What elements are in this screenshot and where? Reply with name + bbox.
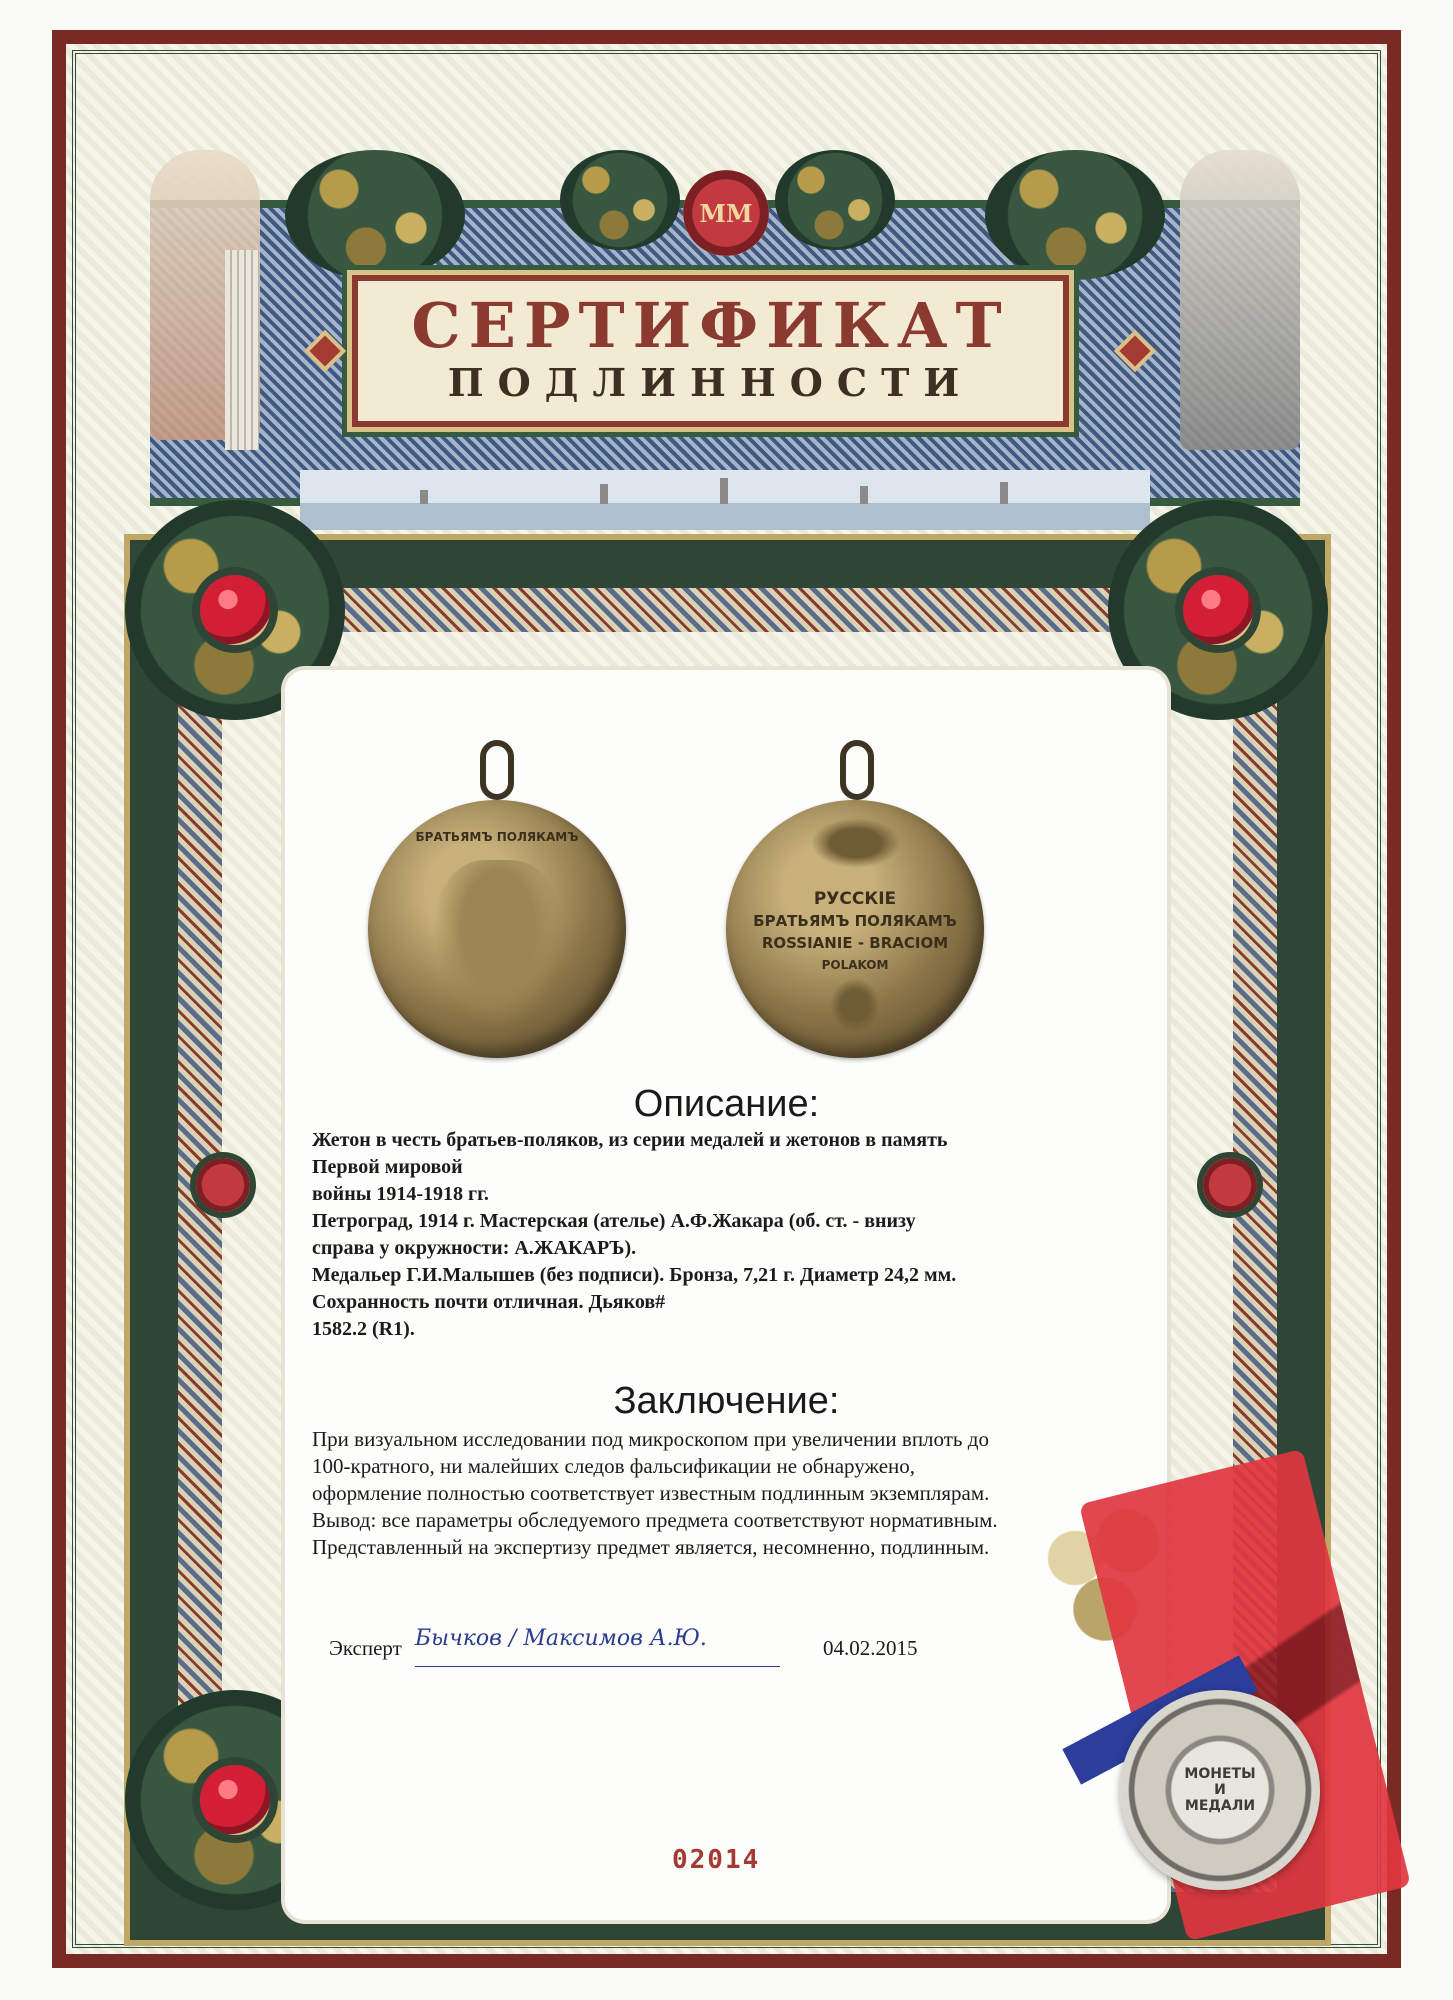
medal-obverse-rim-text: БРАТЬЯМЪ ПОЛЯКАМЪ [415,830,579,844]
double-headed-eagle-icon [811,818,901,868]
certificate-title: СЕРТИФИКАТ [411,289,1010,362]
allegorical-worker-figure-icon [1180,150,1300,450]
conclusion-line: Вывод: все параметры обследуемого предмета соответствуют нормативным. [312,1508,998,1532]
description-heading: Описание: [633,1083,820,1125]
description-line: Петроград, 1914 г. Мастерская (ателье) А.Ф.Жакара (об. ст. - внизу [312,1210,916,1232]
city-skyline-panorama [300,470,1150,530]
medal-reverse-image [726,800,984,1058]
conclusion-line: 100-кратного, ни малейших следов фальсификации не обнаружено, [312,1454,916,1478]
ornament-leaves-top-left [285,150,465,280]
certificate-date: 04.02.2015 [823,1636,918,1660]
red-jewel-top-right-icon [1183,575,1253,645]
reverse-inscription-2: БРАТЬЯМЪ ПОЛЯКАМЪ [753,912,957,930]
seal-text [1120,1690,1320,1890]
polish-eagle-icon [830,978,880,1033]
seal-line: И [1214,1782,1226,1798]
ornament-leaves-top-center-left [560,150,680,250]
description-line: справа у окружности: А.ЖАКАРЪ). [312,1237,637,1259]
title-plate [352,275,1069,427]
emblem-monogram: ММ [699,198,753,228]
seal-line: МЕДАЛИ [1184,1798,1256,1814]
description-line: 1582.2 (R1). [312,1318,415,1340]
seal-line: МОНЕТЫ [1184,1766,1256,1782]
side-emblem-right-icon [1203,1158,1257,1212]
top-emblem-icon [683,170,769,256]
certificate-subtitle: ПОДЛИННОСТИ [447,360,974,405]
red-jewel-bottom-left-icon [200,1765,270,1835]
description-line: Первой мировой [312,1156,463,1178]
description-line: войны 1914-1918 гг. [312,1183,489,1205]
reverse-inscription-3: ROSSIANIE - BRACIOM [761,934,949,952]
column-icon [225,250,259,450]
expert-signature: Бычков / Максимов А.Ю. [415,1626,780,1667]
description-text [312,1127,1142,1343]
conclusion-line: При визуальном исследовании под микроскопом при увеличении вплоть до [312,1427,989,1451]
conclusion-line: оформление полностью соответствует известным подлинным экземплярам. [312,1481,990,1505]
reverse-inscription-1: РУССКІЕ [813,889,897,909]
ornament-leaves-top-center-right [775,150,895,250]
conclusion-heading: Заключение: [613,1380,840,1422]
conclusion-text [312,1426,1152,1561]
description-line: Жетон в честь братьев-поляков, из серии медалей и жетонов в память [312,1129,948,1151]
medal-figures-relief [433,860,563,1030]
description-line: Медальер Г.И.Малышев (без подписи). Бронза, 7,21 г. Диаметр 24,2 мм. [312,1264,957,1286]
conclusion-line: Представленный на экспертизу предмет является, несомненно, подлинным. [312,1535,990,1559]
medal-reverse-loop [840,740,874,800]
expert-label: Эксперт [329,1636,402,1660]
seal-icon [1120,1690,1320,1890]
ornament-leaves-top-right [985,150,1165,280]
red-jewel-top-left-icon [200,575,270,645]
medal-obverse-loop [480,740,514,800]
serial-number: 02014 [672,1845,761,1875]
reverse-inscription-4: POLAKOM [821,958,889,972]
medal-obverse-image [368,800,626,1058]
side-emblem-left-icon [196,1158,250,1212]
description-line: Сохранность почти отличная. Дьяков# [312,1291,666,1313]
